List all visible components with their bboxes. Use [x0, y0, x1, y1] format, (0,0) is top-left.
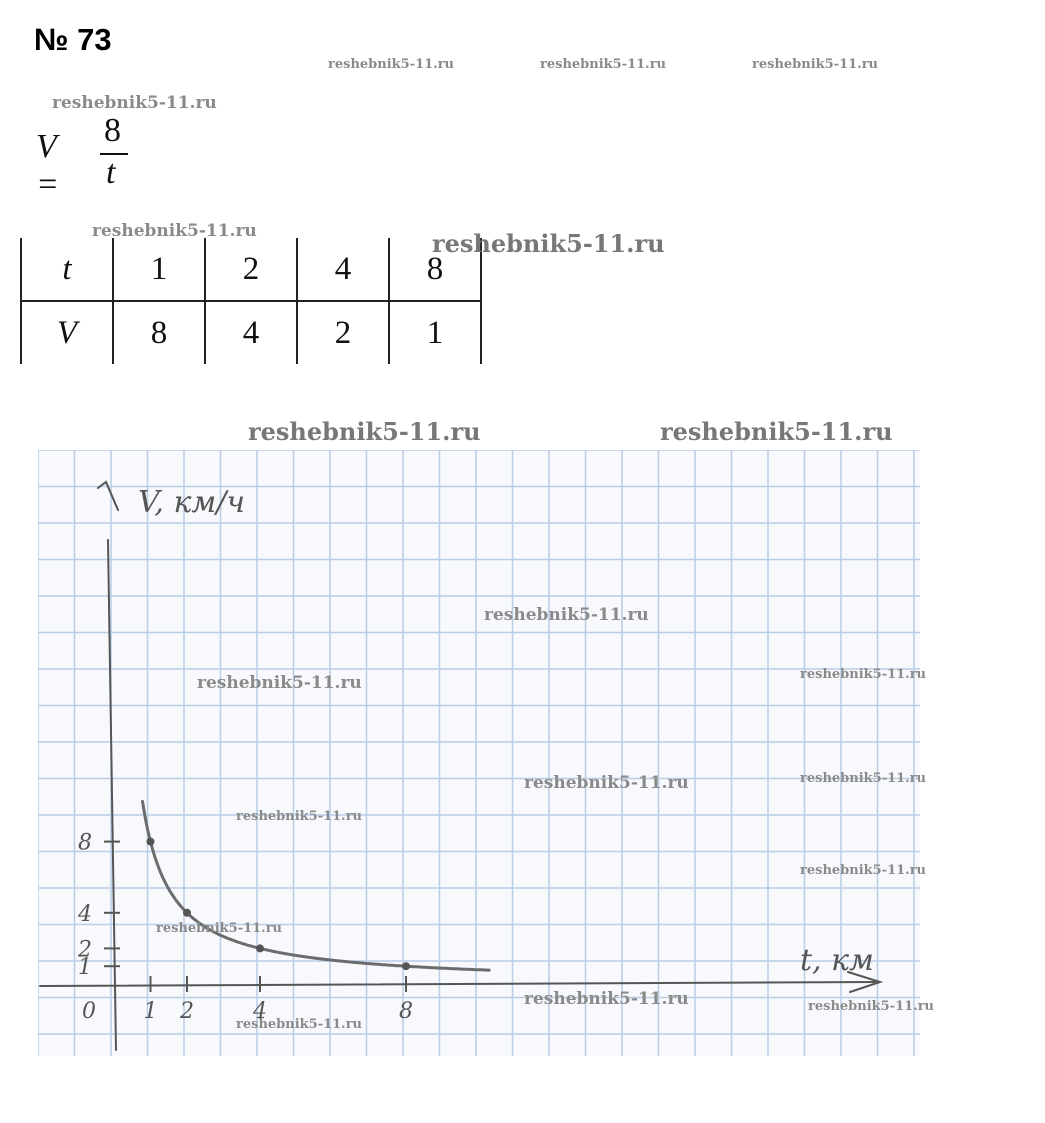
table-row-v [21, 301, 481, 364]
table-cell: 8 [113, 301, 205, 364]
watermark: reshebnik5-11.ru [808, 999, 935, 1014]
table-row-t [21, 238, 481, 301]
x-tick-label: 8 [399, 999, 413, 1024]
table-header-v: V [21, 301, 113, 364]
watermark: reshebnik5-11.ru [524, 773, 689, 793]
values-table [20, 238, 482, 364]
watermark: reshebnik5-11.ru [660, 417, 893, 446]
data-point [147, 838, 155, 846]
problem-number: № 73 [34, 22, 112, 57]
watermark: reshebnik5-11.ru [236, 809, 363, 824]
watermark: reshebnik5-11.ru [752, 57, 879, 72]
table-cell: 2 [297, 301, 389, 364]
x-tick-label: 0 [82, 999, 96, 1024]
watermark: reshebnik5-11.ru [52, 93, 217, 113]
x-tick-label: 4 [253, 999, 267, 1024]
watermark: reshebnik5-11.ru [92, 221, 257, 241]
table-header-t: t [21, 238, 113, 301]
watermark: reshebnik5-11.ru [236, 1017, 363, 1032]
table-cell: 1 [113, 238, 205, 301]
data-point [256, 944, 264, 952]
watermark: reshebnik5-11.ru [432, 229, 665, 258]
watermark: reshebnik5-11.ru [540, 57, 667, 72]
y-axis-label: V, км/ч [138, 485, 246, 520]
formula-numerator: 8 [104, 112, 121, 149]
watermark: reshebnik5-11.ru [197, 673, 362, 693]
table-cell: 4 [205, 301, 297, 364]
table-cell: 8 [389, 238, 481, 301]
table-cell: 4 [297, 238, 389, 301]
formula-denominator: t [106, 154, 116, 191]
x-axis-label: t, км [800, 943, 874, 978]
data-point [402, 962, 410, 970]
y-tick-label: 4 [78, 901, 92, 927]
watermark: reshebnik5-11.ru [328, 57, 455, 72]
y-tick-label: 1 [78, 955, 92, 981]
watermark: reshebnik5-11.ru [484, 605, 649, 625]
graph-paper [38, 450, 920, 1056]
watermark: reshebnik5-11.ru [156, 921, 283, 936]
paper-background [38, 450, 920, 1056]
y-tick-label: 2 [78, 937, 92, 963]
x-tick-label: 1 [143, 999, 158, 1024]
watermark: reshebnik5-11.ru [800, 667, 927, 682]
data-point [183, 909, 191, 917]
watermark: reshebnik5-11.ru [800, 771, 927, 786]
table-cell: 2 [205, 238, 297, 301]
watermark: reshebnik5-11.ru [800, 863, 927, 878]
x-tick-label: 2 [180, 999, 194, 1024]
table-cell: 1 [389, 301, 481, 364]
watermark: reshebnik5-11.ru [248, 417, 481, 446]
y-tick-label: 8 [78, 830, 92, 856]
formula-lhs: V = [36, 128, 59, 203]
watermark: reshebnik5-11.ru [524, 989, 689, 1009]
